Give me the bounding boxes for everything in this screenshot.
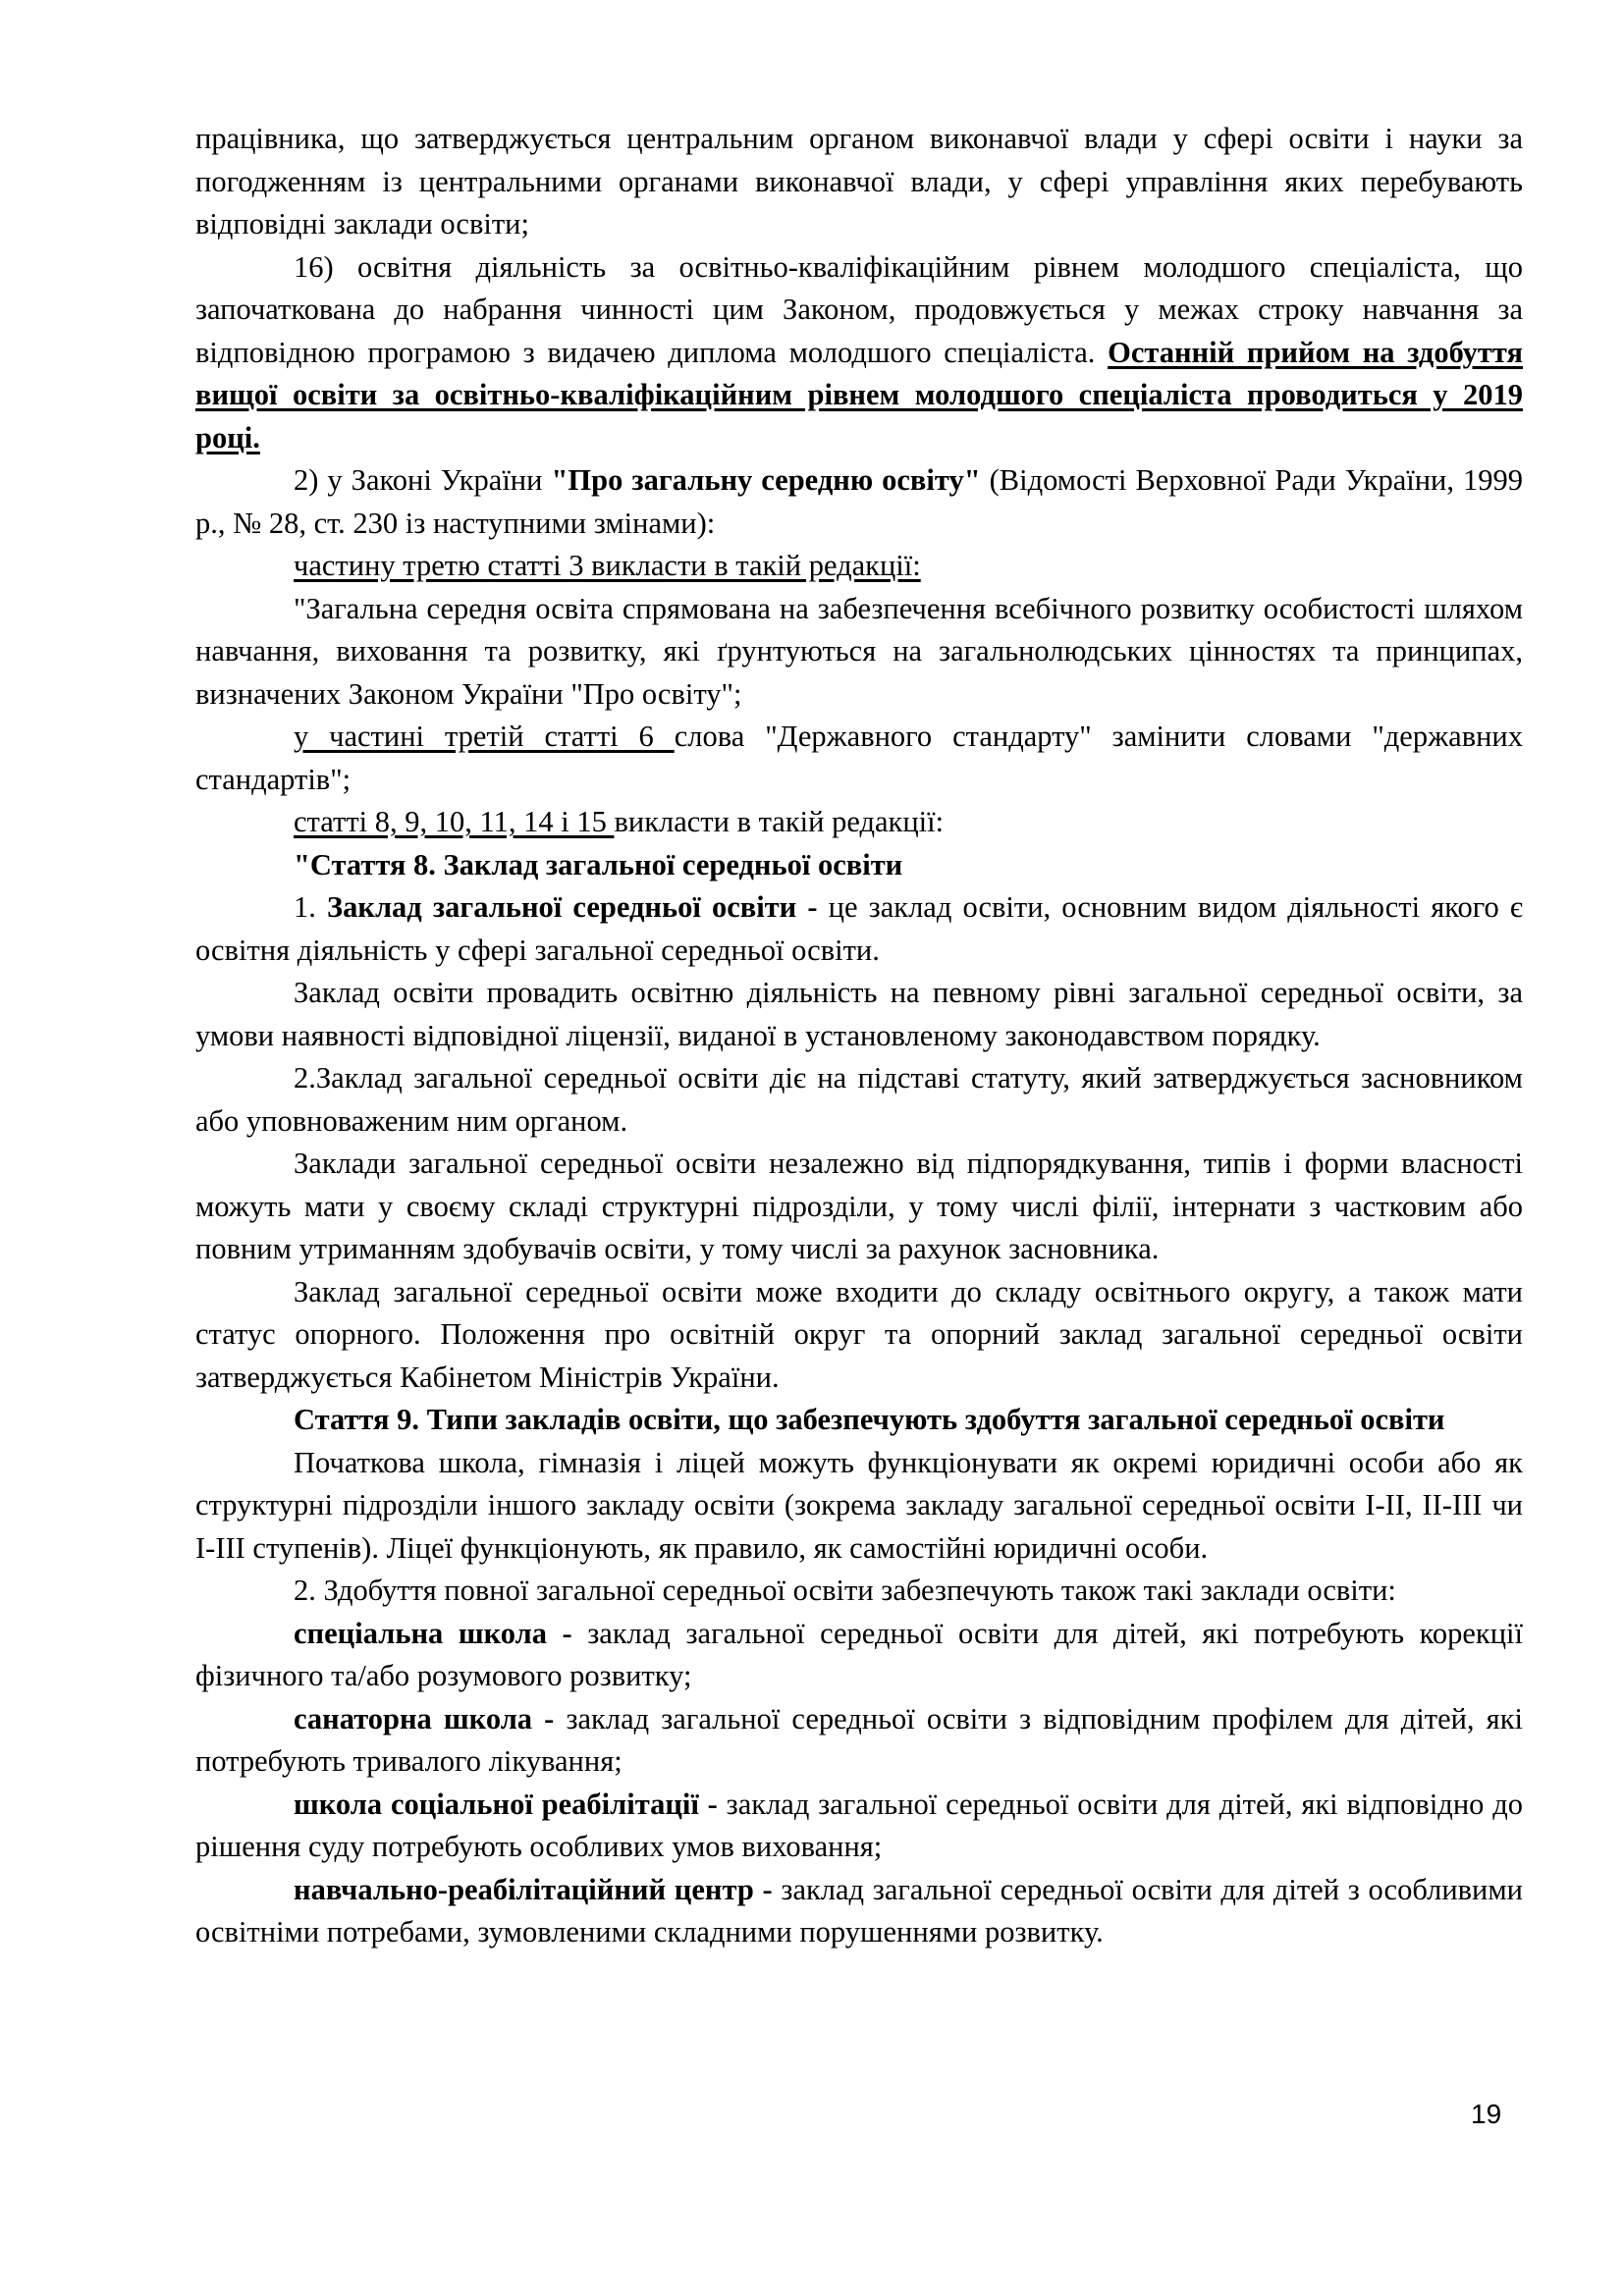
paragraph-text: заклад загальної середньої освіти для дітей, які відповідно до рішення суду потребують особливих умов виховання; (195, 1787, 1523, 1863)
paragraph (195, 886, 1523, 972)
article-heading: "Стаття 8. Заклад загальної середньої освіти (294, 847, 903, 881)
paragraph (195, 716, 1523, 801)
paragraph: 2. Здобуття повної загальної середньої освіти забезпечують також такі заклади освіти: (294, 1574, 1396, 1607)
paragraph: Заклад загальної середньої освіти може входити до складу освітнього округу, а також мати статус опорного. Положення про освітній округ та опорний заклад загальної середньої освіти затверджується Кабінетом Міністрів України. (195, 1274, 1523, 1394)
underlined-text: статті 8, 9, 10, 11, 14 і 15 (294, 805, 615, 838)
paragraph: "Загальна середня освіта спрямована на забезпечення всебічного розвитку особистості шляхом навчання, виховання та розвитку, які ґрунтуються на загальнолюдських цінностях та принципах, визначених Законом України "Про освіту"; (195, 591, 1523, 711)
paragraph: Початкова школа, гімназія і ліцей можуть функціонувати як окремі юридичні особи або як структурні підрозділи іншого закладу освіти (зокрема закладу загальної середньої освіти І-ІІ, ІІ-ІІІ чи І-ІІІ ступенів). Ліцеї функціонують, як правило, як самостійні юридичні особи. (195, 1445, 1523, 1565)
term: санаторна школа - (294, 1701, 555, 1735)
paragraph-text: 1. (294, 890, 328, 924)
term: школа соціальної реабілітації - (294, 1787, 718, 1821)
term: Заклад загальної середньої освіти - (327, 890, 818, 924)
paragraph (195, 246, 1523, 460)
term: навчально-реабілітаційний центр - (294, 1872, 773, 1906)
paragraph-text: 2) у Законі України (294, 463, 552, 497)
term: спеціальна школа - (294, 1616, 572, 1650)
emphasized-text: Останній прийом на здобуття вищої освіти за освітньо-кваліфікаційним рівнем молодшого спеціаліста проводиться у 2019 році. (195, 335, 1523, 454)
paragraph: Заклад освіти провадить освітню діяльність на певному рівні загальної середньої освіти, за умови наявності відповідної ліцензії, виданої в установленому законодавством порядку. (195, 976, 1523, 1052)
paragraph (195, 1698, 1523, 1784)
paragraph-text: це заклад освіти, основним видом діяльності якого є освітня діяльність у сфері загальної середньої освіти. (195, 890, 1523, 967)
underlined-text: частину третю статті 3 викласти в такій редакції: (294, 549, 921, 582)
paragraph (195, 1869, 1523, 1954)
paragraph-text: 16) освітня діяльність за освітньо-кваліфікаційним рівнем молодшого спеціаліста, що започаткована до набрання чинності цим Законом, продовжується у межах строку навчання за відповідною програмою з видачею диплома молодшого спеціаліста. (195, 249, 1523, 369)
paragraph: працівника, що затверджується центральним органом виконавчої влади у сфері освіти і науки за погодженням із центральними органами виконавчої влади, у сфері управління яких перебувають відповідні заклади освіти; (195, 122, 1523, 240)
article-heading: Стаття 9. Типи закладів освіти, що забезпечують здобуття загальної середньої освіти (294, 1403, 1445, 1436)
paragraph (195, 1613, 1523, 1698)
paragraph-text: викласти в такій редакції: (614, 805, 945, 838)
paragraph-text: заклад загальної середньої освіти з відповідним профілем для дітей, які потребують тривалого лікування; (195, 1701, 1523, 1778)
paragraph (195, 459, 1523, 545)
underlined-text: у частині третій статті 6 (294, 720, 675, 753)
paragraph-text: (Відомості Верховної Ради України, 1999 р., № 28, ст. 230 із наступними змінами): (195, 463, 1523, 540)
law-title: "Про загальну середню освіту" (551, 463, 981, 497)
paragraph (195, 545, 1523, 588)
paragraph: Заклади загальної середньої освіти незалежно від підпорядкування, типів і форми власності можуть мати у своєму складі структурні підрозділи, у тому числі філії, інтернати з частковим або повним утриманням здобувачів освіти, у тому числі за рахунок засновника. (195, 1147, 1523, 1265)
paragraph-text: заклад загальної середньої освіти для дітей з особливими освітніми потребами, зумовленими складними порушеннями розвитку. (195, 1872, 1523, 1949)
paragraph: 2.Заклад загальної середньої освіти діє на підставі статуту, який затверджується засновником або уповноваженим ним органом. (195, 1061, 1523, 1138)
paragraph-text: слова "Державного стандарту" замінити словами "державних стандартів"; (195, 720, 1523, 796)
paragraph-text: заклад загальної середньої освіти для дітей, які потребують корекції фізичного та/або розумового розвитку; (195, 1616, 1523, 1692)
document-body (195, 118, 1523, 1954)
paragraph (195, 801, 1523, 844)
page-number: 19 (1471, 2099, 1502, 2129)
paragraph (195, 1784, 1523, 1869)
